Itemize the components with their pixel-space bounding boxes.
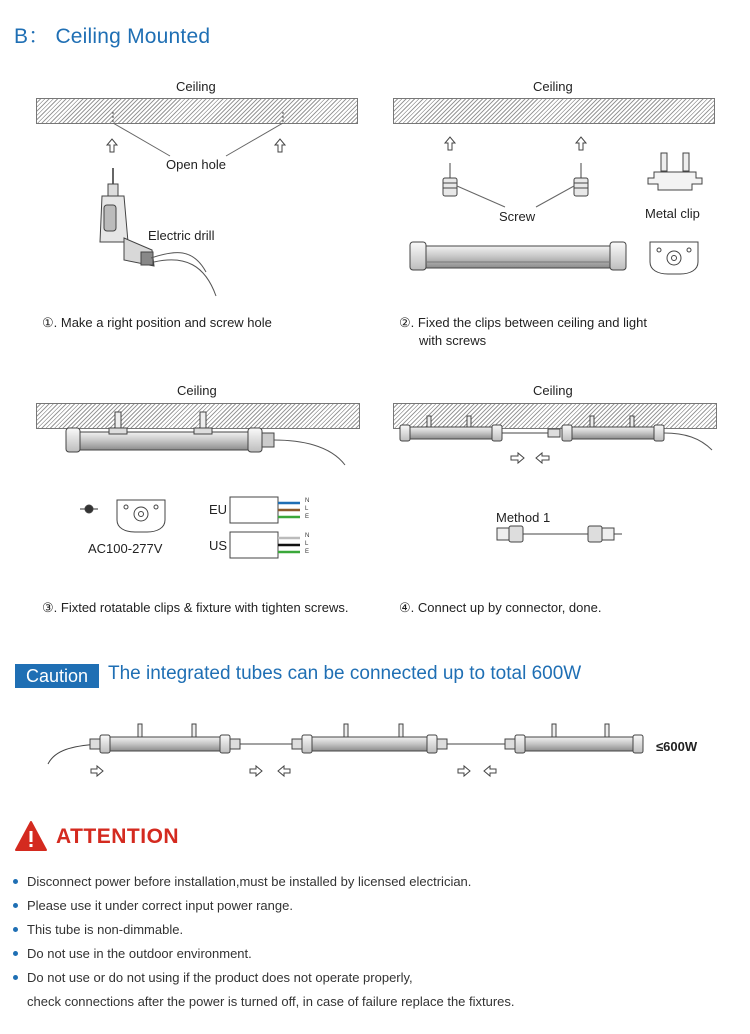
metal-clip-icon [648, 153, 702, 190]
ceiling-label: Ceiling [533, 383, 573, 398]
step4-drawing [400, 416, 712, 542]
list-item-text: Please use it under correct input power range. [27, 898, 293, 913]
open-hole-label: Open hole [166, 157, 226, 172]
chained-tubes-drawing [48, 724, 643, 776]
connector-icon [497, 526, 622, 542]
light-fixture-icon [410, 242, 626, 270]
wire-letter-l: L [305, 541, 309, 547]
step3-caption: ③. Fixted rotatable clips & fixture with tighten screws. [42, 600, 349, 615]
step4-caption: ④. Connect up by connector, done. [399, 600, 602, 615]
max-power-label: ≤600W [656, 739, 698, 754]
method-label: Method 1 [496, 510, 551, 525]
bullet-icon [13, 951, 18, 956]
screw-icon [574, 163, 588, 196]
wire-letter-e: E [305, 514, 310, 520]
step1-caption: ①. Make a right position and screw hole [42, 315, 272, 330]
wire-letter-e: E [305, 549, 310, 555]
wire-letter-n: N [305, 533, 310, 539]
us-wiring-icon [230, 532, 300, 558]
list-item [12, 942, 515, 966]
bullet-icon [13, 975, 18, 980]
voltage-label: AC100-277V [88, 541, 163, 556]
ceiling-label: Ceiling [177, 383, 217, 398]
warning-triangle-icon [16, 822, 46, 850]
step2-caption-line2: with screws [419, 333, 487, 348]
step1-drawing [100, 112, 285, 296]
bullet-icon [13, 903, 18, 908]
metal-clip-label: Metal clip [645, 206, 700, 221]
list-item [12, 870, 515, 894]
section-title: B： Ceiling Mounted [14, 25, 211, 48]
bullet-icon [13, 927, 18, 932]
attention-list [12, 870, 515, 1014]
list-item [12, 966, 515, 1014]
list-item [12, 894, 515, 918]
us-wire-letters [305, 532, 309, 556]
list-item-text: Disconnect power before installation,must be installed by licensed electrician. [27, 874, 472, 889]
screw-icon [443, 163, 457, 196]
wire-letter-n: N [305, 498, 310, 504]
light-fixture-icon [66, 428, 345, 465]
screw-label: Screw [499, 209, 536, 224]
step3-drawing [66, 412, 345, 558]
step2-caption [399, 314, 647, 350]
us-label: US [209, 538, 228, 553]
list-item [12, 918, 515, 942]
list-item-text: This tube is non-dimmable. [27, 922, 184, 937]
eu-wiring-icon [230, 497, 300, 523]
clip-plate-icon [650, 242, 698, 274]
ceiling-label: Ceiling [176, 79, 216, 94]
step2-caption-line1: ②. Fixed the clips between ceiling and light [399, 315, 647, 330]
light-fixture-icon [562, 416, 664, 441]
electric-drill-label: Electric drill [148, 228, 215, 243]
ceiling-label: Ceiling [533, 79, 573, 94]
wire-letter-l: L [305, 506, 309, 512]
list-item-continuation: check connections after the power is turned off, in case of failure replace the fixtures. [27, 994, 515, 1009]
bullet-icon [13, 879, 18, 884]
caution-text: The integrated tubes can be connected up to total 600W [108, 663, 582, 684]
list-item-text: Do not use or do not using if the product does not operate properly, [27, 970, 413, 985]
attention-title: ATTENTION [56, 825, 180, 848]
rotatable-clip-icon [80, 500, 165, 532]
list-item-text: Do not use in the outdoor environment. [27, 946, 252, 961]
eu-label: EU [209, 502, 228, 517]
light-fixture-icon [400, 416, 502, 441]
eu-wire-letters [305, 497, 309, 521]
caution-badge: Caution [15, 664, 99, 688]
